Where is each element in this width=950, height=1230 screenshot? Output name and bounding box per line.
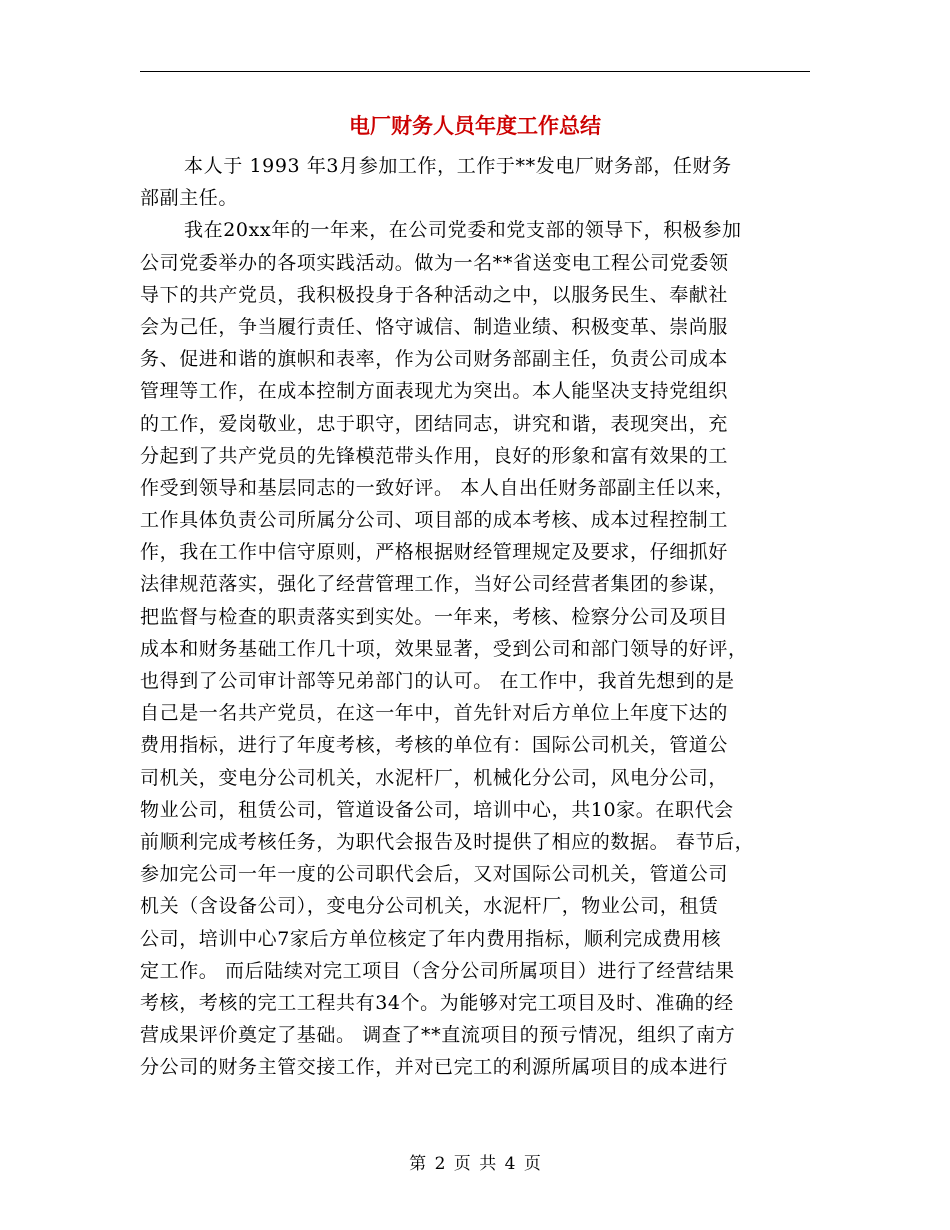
- document-body: [140, 150, 810, 1083]
- paragraph-line: 考核，考核的完工工程共有34个。为能够对完工项目及时、准确的经: [140, 991, 734, 1014]
- paragraph-line: 定工作。 而后陆续对完工项目（含分公司所属项目）进行了经营结果: [140, 959, 735, 982]
- paragraph-line: 机关（含设备公司），变电分公司机关，水泥杆厂，物业公司，租赁: [140, 895, 719, 918]
- paragraph-line: 作受到领导和基层同志的一致好评。 本人自出任财务部副主任以来，: [140, 476, 735, 499]
- paragraph-line: 导下的共产党员，我积极投身于各种活动之中，以服务民生、奉献社: [140, 283, 729, 306]
- paragraph-line: 公司，培训中心7家后方单位核定了年内费用指标，顺利完成费用核: [140, 927, 722, 950]
- paragraph-line: 分起到了共产党员的先锋模范带头作用，良好的形象和富有效果的工: [140, 444, 729, 467]
- paragraph-line: 公司党委举办的各项实践活动。做为一名**省送变电工程公司党委领: [140, 251, 729, 274]
- paragraph-line: 前顺利完成考核任务，为职代会报告及时提供了相应的数据。 春节后，: [140, 830, 755, 853]
- page-number: 第 2 页 共 4 页: [409, 1154, 541, 1174]
- paragraph-line: 营成果评价奠定了基础。 调查了**直流项目的预亏情况，组织了南方: [140, 1024, 736, 1047]
- paragraph-line: 物业公司，租赁公司，管道设备公司，培训中心，共10家。在职代会: [140, 798, 734, 821]
- paragraph-line: 会为己任，争当履行责任、恪守诚信、制造业绩、积极变革、崇尚服: [140, 315, 729, 338]
- header-rule: [140, 71, 810, 72]
- paragraph-line: 务、促进和谐的旗帜和表率，作为公司财务部副主任，负责公司成本: [140, 348, 729, 371]
- paragraph-line: 工作具体负责公司所属分公司、项目部的成本考核、成本过程控制工: [140, 509, 729, 532]
- paragraph-line: 法律规范落实，强化了经营管理工作，当好公司经营者集团的参谋，: [140, 573, 729, 596]
- paragraph-line: 参加完公司一年一度的公司职代会后，又对国际公司机关，管道公司: [140, 863, 729, 886]
- paragraph-line: 成本和财务基础工作几十项，效果显著，受到公司和部门领导的好评，: [140, 637, 748, 660]
- paragraph-line: 自己是一名共产党员，在这一年中，首先针对后方单位上年度下达的: [140, 702, 729, 725]
- paragraph-line: 把监督与检查的职责落实到实处。一年来，考核、检察分公司及项目: [140, 605, 729, 628]
- paragraph-line: 本人于 1993 年3月参加工作，工作于**发电厂财务部，任财务: [184, 155, 732, 177]
- document-title: 电厂财务人员年度工作总结: [349, 113, 601, 138]
- paragraph-line: 部副主任。: [140, 187, 239, 210]
- paragraph-line: 的工作，爱岗敬业，忠于职守，团结同志，讲究和谐，表现突出，充: [140, 412, 729, 435]
- paragraph-line: 管理等工作，在成本控制方面表现尤为突出。本人能坚决支持党组织: [140, 380, 729, 403]
- paragraph-line: 作，我在工作中信守原则，严格根据财经管理规定及要求，仔细抓好: [140, 541, 729, 564]
- paragraph-line: 我在20xx年的一年来，在公司党委和党支部的领导下，积极参加: [184, 219, 742, 242]
- paragraph-line: 司机关，变电分公司机关，水泥杆厂，机械化分公司，风电分公司，: [140, 766, 729, 789]
- paragraph-line: 也得到了公司审计部等兄弟部门的认可。 在工作中，我首先想到的是: [140, 670, 735, 692]
- paragraph-line: 分公司的财务主管交接工作，并对已完工的利源所属项目的成本进行: [140, 1056, 729, 1079]
- paragraph-line: 费用指标，进行了年度考核，考核的单位有：国际公司机关，管道公: [140, 734, 729, 757]
